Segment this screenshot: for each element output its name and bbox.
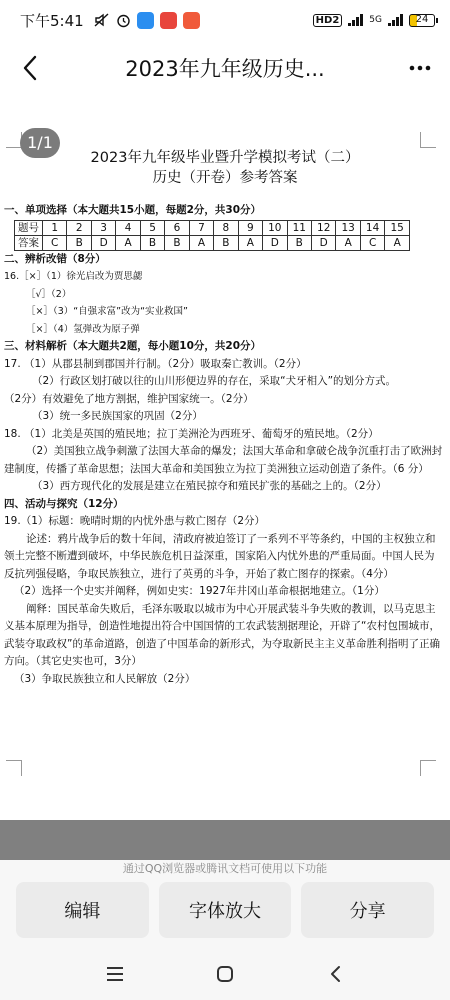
page-title: 2023年九年级历史...: [125, 57, 325, 81]
page-gap: [0, 820, 450, 860]
answer-line: （3）争取民族独立和人民解放（2分）: [14, 672, 196, 685]
answer-line: （2）行政区划打破以往的山川形便边界的存在，采取“犬牙相入”的划分方式。: [32, 375, 397, 387]
section-heading: 四、活动与探究（12分）: [4, 497, 124, 510]
table-cell: A: [238, 235, 262, 250]
answer-line: 19.（1）标题：晚晴时期的内忧外患与救亡图存（2分）: [4, 515, 266, 527]
answer-line: 16.［×］（1）徐光启改为贾思勰: [4, 271, 143, 282]
table-cell: 3: [91, 220, 115, 235]
title-line: 历史（开卷）参考答案: [152, 170, 298, 186]
section-heading: 二、辨析改错（8分）: [4, 252, 106, 265]
section-heading: 三、材料解析（本大题共2题，每小题10分，共20分）: [4, 340, 262, 352]
menu-icon: [106, 966, 124, 982]
home-icon: [216, 965, 234, 983]
table-row: [15, 235, 410, 250]
answer-line: ［×］（3）“自强求富”改为“实业救国”: [26, 306, 188, 317]
app-notification-icon: [183, 12, 200, 29]
table-cell: 1: [43, 220, 67, 235]
table-cell: D: [263, 235, 287, 250]
answer-line: ［×］（4）氢弹改为原子弹: [26, 323, 140, 335]
table-cell: B: [140, 235, 164, 250]
app-notification-icon: [160, 12, 177, 29]
toolbar-hint: 通过QQ浏览器或腾讯文档可使用以下功能: [122, 862, 328, 875]
title-line: 2023年九年级毕业暨升学模拟考试（二）: [90, 150, 360, 166]
mute-icon: [94, 13, 110, 27]
answer-paragraph: 阐释：国民革命失败后，毛泽东吸取以城市为中心开展武装斗争失败的教训，以马克思主义基本原理为指导，创造性地提出符合中国国情的工农武装割据理论，开辟了“农村包围城市，武装夺取政权”的革命道路，创造了中国革命的新形式，为夺取新民主主义革命胜利指明了正确方向。（其它史实也可，3分）: [4, 602, 440, 667]
answer-paragraph: （2）美国独立战争刺激了法国大革命的爆发；法国大革命和拿破仑战争沉重打击了欧洲封建制度，传播了革命思想；法国大革命和美国独立为拉丁美洲独立运动创造了条件。（6 分）: [4, 445, 443, 475]
page-indicator: 1/1: [20, 128, 60, 158]
answer-table: [14, 220, 410, 251]
table-cell: 11: [287, 220, 311, 235]
back-icon: [329, 965, 341, 983]
table-cell: 题号: [15, 220, 43, 235]
chevron-left-icon: [22, 55, 38, 81]
back-button[interactable]: [0, 40, 60, 96]
nav-back-button[interactable]: [315, 954, 355, 994]
table-cell: 14: [360, 220, 384, 235]
section-heading: 一、单项选择（本大题共15小题，每题2分，共30分）: [4, 204, 262, 216]
table-cell: A: [189, 235, 213, 250]
table-cell: 6: [165, 220, 189, 235]
hd-badge: HD2: [313, 14, 343, 27]
document-title: [0, 148, 450, 188]
table-cell: A: [336, 235, 360, 250]
table-cell: 答案: [15, 235, 43, 250]
table-cell: 2: [67, 220, 91, 235]
table-cell: 15: [385, 220, 410, 235]
page-corner-mark: [420, 760, 436, 776]
page-corner-mark: [6, 760, 22, 776]
table-cell: 8: [214, 220, 238, 235]
table-cell: 9: [238, 220, 262, 235]
answer-line: 17. （1）从郡县制到郡国并行制。（2分）吸取秦亡教训。（2分）: [4, 357, 307, 370]
nav-menu-button[interactable]: [95, 954, 135, 994]
table-cell: D: [91, 235, 115, 250]
table-row: [15, 220, 410, 235]
table-cell: 13: [336, 220, 360, 235]
answer-line: 18. （1）北美是英国的殖民地；拉丁美洲沦为西班牙、葡萄牙的殖民地。（2分）: [4, 427, 379, 440]
alarm-icon: [116, 13, 131, 28]
table-cell: 10: [263, 220, 287, 235]
battery-icon: [409, 14, 438, 27]
table-cell: 5: [140, 220, 164, 235]
app-notification-icon: [137, 12, 154, 29]
table-cell: 4: [116, 220, 140, 235]
status-right: [313, 14, 438, 27]
status-time: 下午5:41: [20, 11, 84, 30]
answer-line: （3）西方现代化的发展是建立在殖民掠夺和殖民扩张的基础之上的。（2分）: [32, 480, 387, 492]
table-cell: 12: [311, 220, 335, 235]
status-bar: [0, 0, 450, 40]
table-cell: B: [165, 235, 189, 250]
network-label: 5G: [369, 15, 382, 25]
signal-icon: [348, 14, 363, 26]
table-cell: A: [385, 235, 410, 250]
bottom-toolbar: [0, 860, 450, 1000]
table-cell: B: [67, 235, 91, 250]
system-nav-bar: [0, 948, 450, 1000]
page-corner-mark: [420, 132, 436, 148]
table-cell: B: [287, 235, 311, 250]
table-cell: C: [360, 235, 384, 250]
app-header: [0, 40, 450, 96]
answer-line: （3）统一多民族国家的巩固（2分）: [32, 410, 203, 422]
more-button[interactable]: [390, 40, 450, 96]
battery-level: 24: [409, 14, 435, 27]
signal-icon: [388, 14, 403, 26]
status-left: [20, 10, 200, 31]
table-cell: C: [43, 235, 67, 250]
edit-button[interactable]: 编辑: [16, 882, 149, 938]
answer-line: （2分）有效避免了地方割据，维护国家统一。（2分）: [4, 392, 254, 405]
table-cell: 7: [189, 220, 213, 235]
document-viewer[interactable]: [0, 110, 450, 820]
table-cell: D: [311, 235, 335, 250]
more-icon: [409, 65, 431, 71]
share-button[interactable]: 分享: [301, 882, 434, 938]
font-zoom-button[interactable]: 字体放大: [159, 882, 292, 938]
table-cell: B: [214, 235, 238, 250]
answer-paragraph: 论述：鸦片战争后的数十年间，清政府被迫签订了一系列不平等条约，中国的主权独立和领土完整不断遭到破坏，中华民族危机日益深重，国家陷入内忧外患的严重局面。中国人民为反抗列强侵略，争取民族独立，进行了英勇的斗争，开始了救亡图存的探索。（4分）: [4, 532, 436, 580]
table-cell: A: [116, 235, 140, 250]
nav-home-button[interactable]: [205, 954, 245, 994]
document-body: [4, 202, 444, 688]
answer-line: （2）选择一个史实并阐释，例如史实：1927年井冈山革命根据地建立。（1分）: [14, 585, 385, 597]
answer-line: ［√］（2）: [26, 288, 72, 300]
toolbar-buttons: [16, 882, 434, 938]
